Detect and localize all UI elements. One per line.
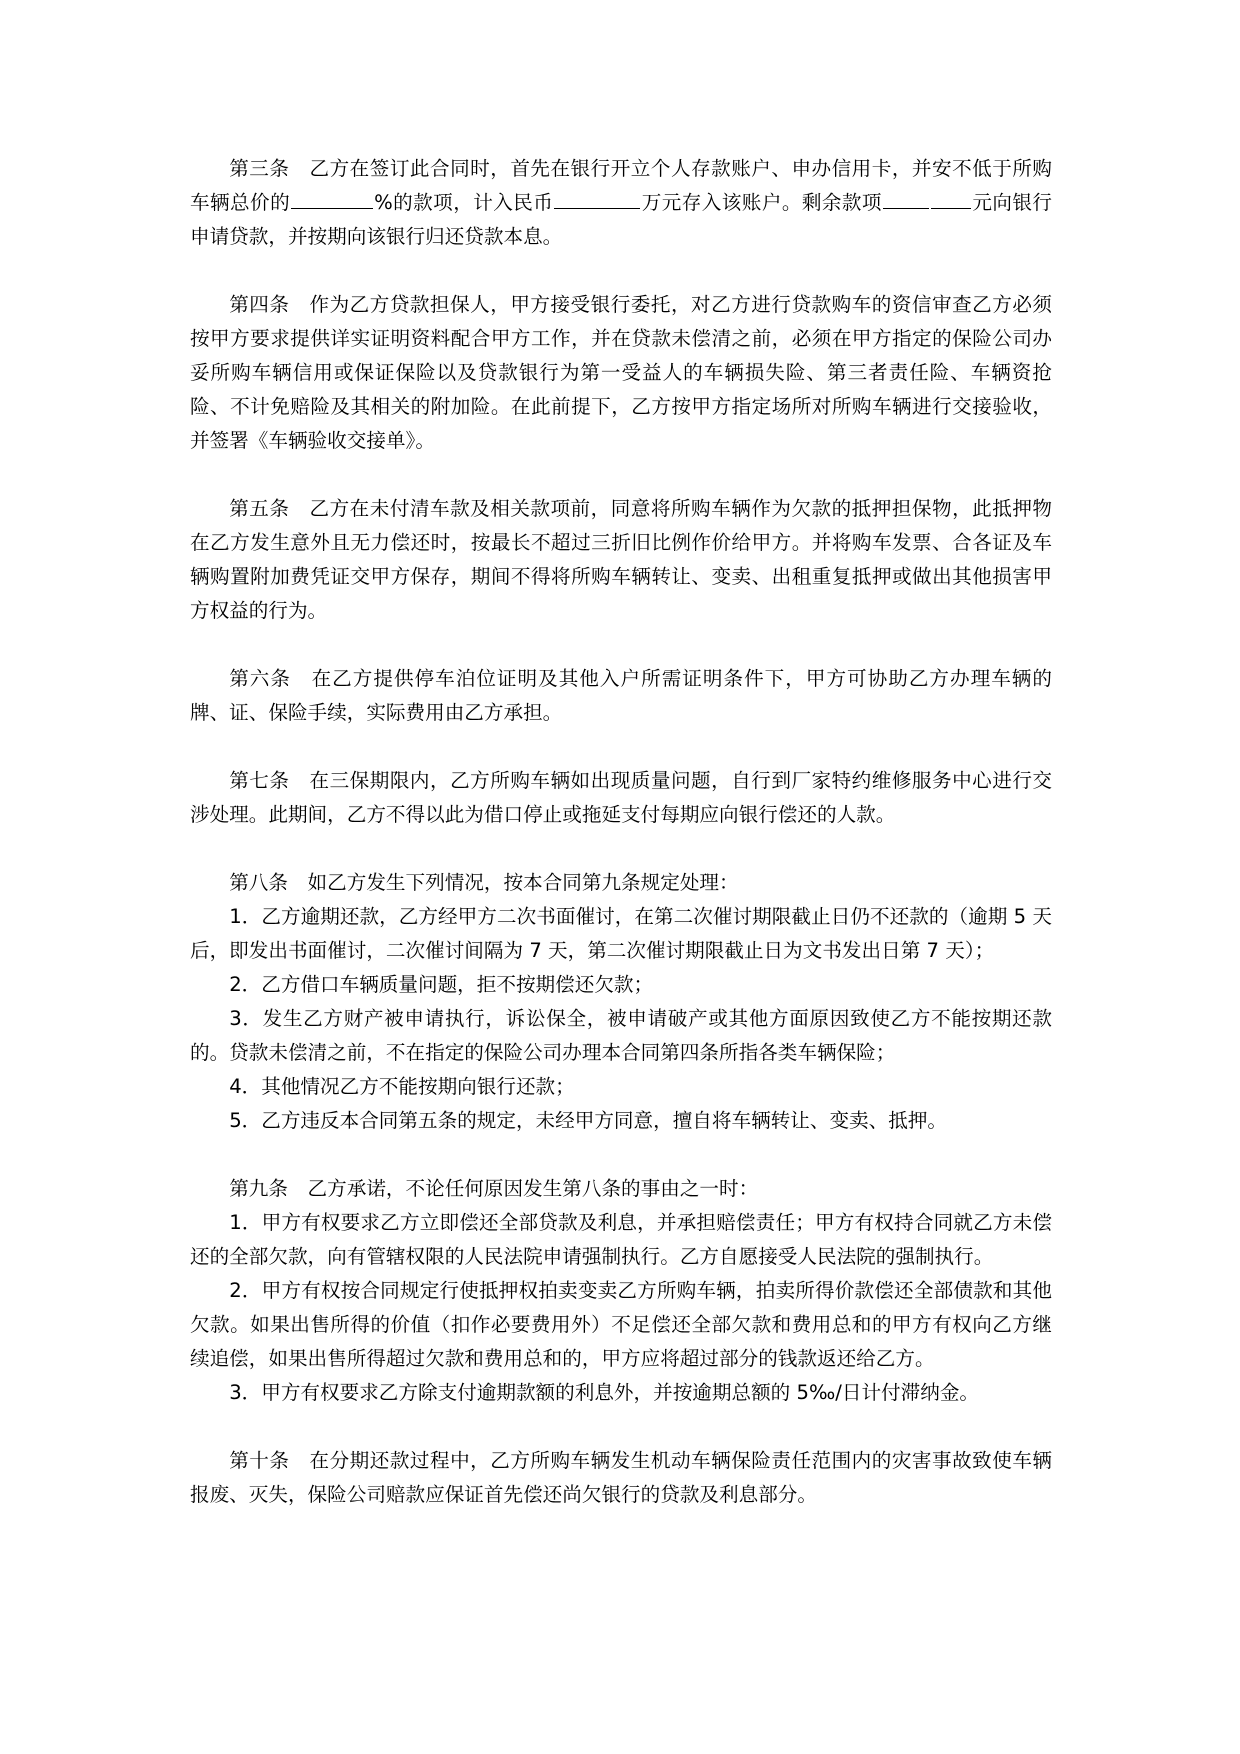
- clause-5-text: 第五条 乙方在未付清车款及相关款项前，同意将所购车辆作为欠款的抵押担保物，此抵押物在乙方发生意外且无力偿还时，按最长不超过三折旧比例作价给甲方。并将购车发票、合各证及车辆购置附加费凭证交甲方保存，期间不得将所购车辆转让、变卖、出租重复抵押或做出其他损害甲方权益的行为。: [190, 497, 1052, 622]
- blank-amount-wan: [554, 186, 640, 209]
- clause-9: [190, 1172, 1052, 1410]
- clause-10: [190, 1444, 1052, 1512]
- blank-percent: [291, 186, 373, 209]
- clause-5: [190, 492, 1052, 628]
- clause-4: [190, 288, 1052, 458]
- clause-3: [190, 152, 1052, 254]
- clause-8-item-1: 1．乙方逾期还款，乙方经甲方二次书面催讨，在第二次催讨期限截止日仍不还款的（逾期 5 天后，即发出书面催讨，二次催讨间隔为 7 天，第二次催讨期限截止日为文书发出日第 7 天）；: [190, 905, 1052, 962]
- clause-8: [190, 866, 1052, 1138]
- clause-8-item-4: 4．其他情况乙方不能按期向银行还款；: [229, 1075, 575, 1098]
- clause-3-text: [190, 152, 1052, 254]
- clause-9-item-3: 3．甲方有权要求乙方除支付逾期款额的利息外，并按逾期总额的 5‰/日计付滞纳金。: [229, 1381, 980, 1404]
- blank-remaining-1: [883, 186, 929, 209]
- clause-9-item-2: 2．甲方有权按合同规定行使抵押权拍卖变卖乙方所购车辆，拍卖所得价款偿还全部债款和其他欠款。如果出售所得的价值（扣作必要费用外）不足偿还全部欠款和费用总和的甲方有权向乙方继续追偿，如果出售所得超过欠款和费用总和的，甲方应将超过部分的钱款返还给乙方。: [190, 1279, 1052, 1370]
- clause-8-item-5: 5．乙方违反本合同第五条的规定，未经甲方同意，擅自将车辆转让、变卖、抵押。: [229, 1109, 948, 1132]
- blank-remaining-2: [931, 186, 971, 209]
- clause-8-item-2: 2．乙方借口车辆质量问题，拒不按期偿还欠款；: [229, 973, 654, 996]
- clause-7-text: 第七条 在三保期限内，乙方所购车辆如出现质量问题，自行到厂家特约维修服务中心进行交涉处理。此期间，乙方不得以此为借口停止或拖延支付每期应向银行偿还的人款。: [190, 769, 1052, 826]
- clause-4-text: 第四条 作为乙方贷款担保人，甲方接受银行委托，对乙方进行贷款购车的资信审查乙方必须按甲方要求提供详实证明资料配合甲方工作，并在贷款未偿清之前，必须在甲方指定的保险公司办妥所购车辆信用或保证保险以及贷款银行为第一受益人的车辆损失险、第三者责任险、车辆资抢险、不计免赔险及其相关的附加险。在此前提下，乙方按甲方指定场所对所购车辆进行交接验收，并签署《车辆验收交接单》。: [190, 293, 1052, 452]
- clause-3-part-4: 元向银行申请贷款，并按期向该银行归还贷款本息。: [190, 191, 1053, 248]
- contract-page: [190, 152, 1052, 1546]
- clause-3-part-1: 第三条 乙方在签订此合同时，首先在银行开立个人存款账户、申办信用卡，并安不低于所购车辆总价的: [190, 157, 1052, 214]
- clause-9-intro: 第九条 乙方承诺，不论任何原因发生第八条的事由之一时：: [229, 1177, 759, 1200]
- clause-10-text: 第十条 在分期还款过程中，乙方所购车辆发生机动车辆保险责任范围内的灾害事故致使车辆报废、灭失，保险公司赔款应保证首先偿还尚欠银行的贷款及利息部分。: [190, 1449, 1052, 1506]
- clause-3-part-3: 万元存入该账户。剩余款项: [641, 191, 882, 214]
- clause-9-item-1: 1．甲方有权要求乙方立即偿还全部贷款及利息，并承担赔偿责任；甲方有权持合同就乙方未偿还的全部欠款，向有管辖权限的人民法院申请强制执行。乙方自愿接受人民法院的强制执行。: [190, 1211, 1052, 1268]
- clause-8-item-3: 3．发生乙方财产被申请执行，诉讼保全，被申请破产或其他方面原因致使乙方不能按期还款的。贷款未偿清之前，不在指定的保险公司办理本合同第四条所指各类车辆保险；: [190, 1007, 1052, 1064]
- clause-3-part-2: %的款项，计入民币: [374, 191, 554, 214]
- clause-6-text: 第六条 在乙方提供停车泊位证明及其他入户所需证明条件下，甲方可协助乙方办理车辆的牌、证、保险手续，实际费用由乙方承担。: [190, 667, 1052, 724]
- clause-8-intro: 第八条 如乙方发生下列情况，按本合同第九条规定处理：: [229, 871, 739, 894]
- clause-6: [190, 662, 1052, 730]
- clause-7: [190, 764, 1052, 832]
